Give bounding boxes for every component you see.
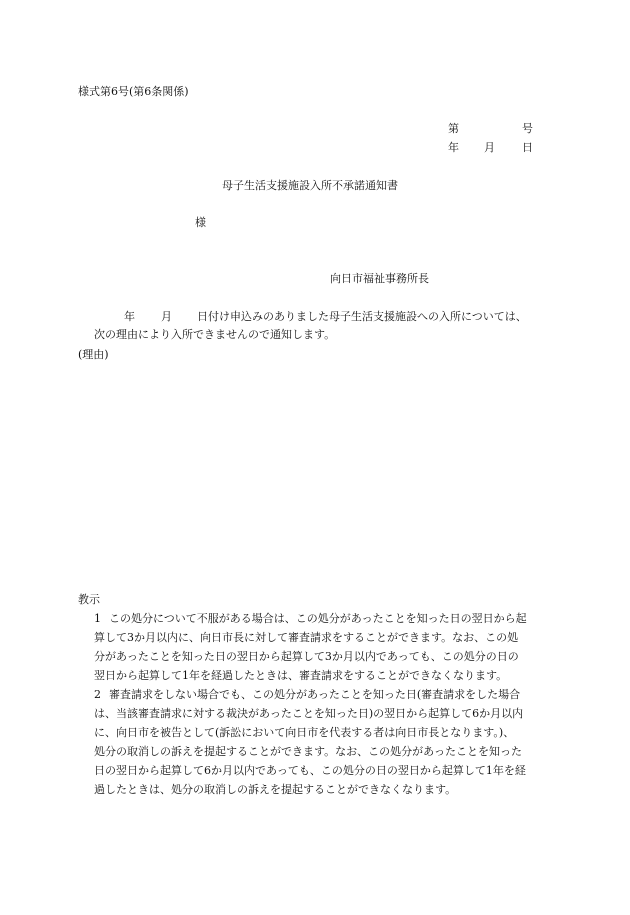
date-year-label: 年 — [448, 141, 459, 154]
date-day-label: 日 — [522, 141, 533, 154]
notice-item-line: 算して3か月以内に、向日市長に対して審査請求をすることができます。なお、この処 — [94, 631, 519, 644]
notice-item-line: 分があったことを知った日の翌日から起算して3か月以内であっても、この処分の日の — [94, 650, 519, 663]
document-number-prefix: 第 — [448, 122, 459, 135]
notice-item-line: に、向日市を被告として(訴訟において向日市を代表する者は向日市長となります。)、 — [94, 726, 515, 739]
addressee-suffix: 様 — [195, 216, 206, 229]
date-month-label: 月 — [484, 141, 495, 154]
reason-label: (理由) — [78, 348, 109, 361]
notice-item-line: この処分について不服がある場合は、この処分があったことを知った日の翌日から起 — [109, 612, 527, 625]
body-line-1: 日付け申込みのありました母子生活支援施設への入所については、 — [197, 310, 527, 323]
notice-item-line: 処分の取消しの訴えを提起することができます。なお、この処分があったことを知った — [94, 745, 523, 758]
notice-item-line: 日の翌日から起算して6か月以内であっても、この処分の日の翌日から起算して1年を経 — [94, 764, 526, 777]
document-number-suffix: 号 — [522, 122, 533, 135]
notice-heading: 教示 — [78, 593, 100, 606]
notice-item-line: は、当該審査請求に対する裁決があったことを知った日)の翌日から起算して6か月以内 — [94, 707, 524, 720]
notice-item-number: 2 — [94, 688, 101, 701]
document-title: 母子生活支援施設入所不承諾通知書 — [222, 179, 398, 192]
body-date-year: 年 — [124, 310, 135, 323]
body-date-month: 月 — [161, 310, 172, 323]
body-line-2: 次の理由により入所できませんので通知します。 — [94, 328, 336, 341]
form-label: 様式第6号(第6条関係) — [78, 85, 189, 98]
notice-item-line: 翌日から起算して1年を経過したときは、審査請求をすることができなくなります。 — [94, 669, 508, 682]
issuer-name: 向日市福祉事務所長 — [330, 272, 429, 285]
notice-item-line: 審査請求をしない場合でも、この処分があったことを知った日(審査請求をした場合 — [109, 688, 521, 701]
notice-item-number: 1 — [94, 612, 101, 625]
notice-item-line: 過したときは、処分の取消しの訴えを提起することができなくなります。 — [94, 783, 457, 796]
